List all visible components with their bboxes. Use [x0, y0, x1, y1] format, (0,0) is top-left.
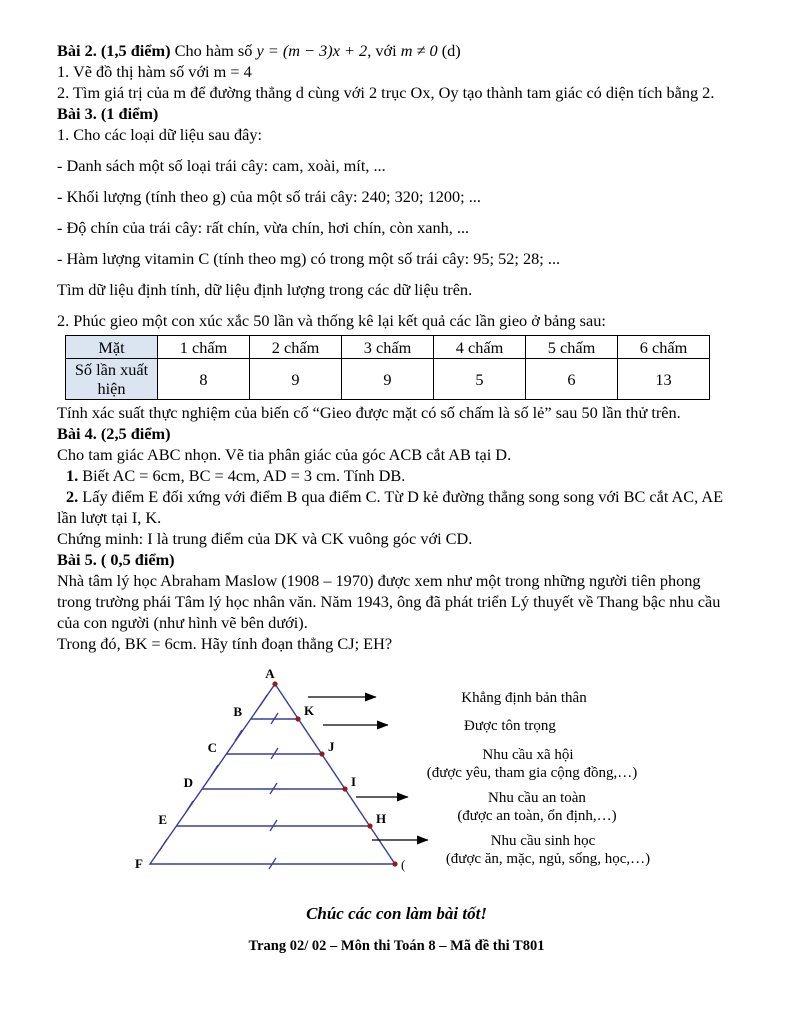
- bai4-heading-line: [57, 423, 736, 444]
- bai4-outro: Chứng minh: I là trung điểm của DK và CK vuông góc với CD.: [57, 529, 473, 548]
- bai4-item2-text: Lấy điểm E đối xứng với điểm B qua điểm C. Từ D kẻ đường thẳng song song với BC cắt AC, AE lần lượt tại I, K.: [57, 487, 724, 527]
- bai2-item-1: 1. Vẽ đồ thị hàm số với m = 4: [57, 62, 252, 81]
- table-value-cell: 6: [526, 359, 618, 400]
- point-label-e: E: [158, 812, 167, 827]
- table-value-cell: 9: [250, 359, 342, 400]
- bai2-d-label: (d): [441, 41, 461, 60]
- closing-message: Chúc các con làm bài tốt!: [306, 904, 487, 923]
- table-header-cell: 2 chấm: [250, 336, 342, 359]
- hatch-marks: [160, 695, 278, 869]
- table-value-cell: 8: [158, 359, 250, 400]
- bai3-part2-task: Tính xác suất thực nghiệm của biến cố “Gieo được mặt có số chấm là số lẻ” sau 50 lần thử trên.: [57, 403, 681, 422]
- bai2-heading: Bài 2. (1,5 điểm): [57, 41, 171, 60]
- bai4-item-2: [57, 486, 736, 528]
- bai2-item-2: 2. Tìm giá trị của m để đường thẳng d cùng với 2 trục Ox, Oy tạo thành tam giác có diện tích bằng 2.: [57, 83, 715, 102]
- table-header-cell: 5 chấm: [526, 336, 618, 359]
- bai4-item1-text: Biết AC = 6cm, BC = 4cm, AD = 3 cm. Tính DB.: [82, 466, 406, 485]
- level-3-title: Nhu cầu xã hội: [482, 747, 574, 763]
- bai4-item1-number: 1.: [66, 466, 79, 485]
- point-label-h: H: [376, 811, 387, 826]
- bai3-part2-intro: 2. Phúc gieo một con xúc xắc 50 lần và thống kê lại kết quả các lần gieo ở bảng sau:: [57, 311, 606, 330]
- table-header-cell: 3 chấm: [342, 336, 434, 359]
- point-label-c: C: [207, 740, 217, 755]
- level-3-subtitle: (được yêu, tham gia cộng đồng,…): [426, 765, 638, 781]
- bai5-heading-line: [57, 549, 736, 570]
- level-4-subtitle: (được an toàn, ổn định,…): [457, 808, 617, 824]
- maslow-figure: [120, 664, 736, 879]
- table-header-cell: 6 chấm: [618, 336, 710, 359]
- point-label-j: J: [328, 739, 335, 754]
- bai4-item-1: [57, 465, 736, 486]
- table-header-cell: 1 chấm: [158, 336, 250, 359]
- point-label-k: K: [304, 703, 315, 718]
- table-header-cell: Mặt: [66, 336, 158, 359]
- table-header-row: [66, 336, 710, 359]
- bai2-mid: , với: [367, 41, 397, 60]
- table-value-cell: 9: [342, 359, 434, 400]
- bai2-intro-line: [57, 40, 736, 61]
- table-value-cell: 5: [434, 359, 526, 400]
- bai5-question: Trong đó, BK = 6cm. Hãy tính đoạn thẳng CJ; EH?: [57, 634, 393, 653]
- point-label-paren: (: [401, 857, 406, 872]
- point-label-i: I: [351, 774, 357, 789]
- pyramid-outline-and-levels: [150, 684, 395, 864]
- pyramid-triangle: [150, 684, 395, 864]
- bai2-formula: y = (m − 3)x + 2: [256, 41, 368, 60]
- bai4-heading: Bài 4. (2,5 điểm): [57, 424, 171, 443]
- bai4-intro: Cho tam giác ABC nhọn. Vẽ tia phân giác của góc ACB cắt AB tại D.: [57, 445, 512, 464]
- bai3-data-item-3: - Độ chín của trái cây: rất chín, vừa chín, hơi chín, còn xanh, ...: [57, 218, 470, 237]
- level-arrows: [308, 697, 428, 840]
- bai5-paragraph: Nhà tâm lý học Abraham Maslow (1908 – 1970) được xem như một trong những người tiên phong trong trường phái Tâm lý học nhân văn. Năm 1943, ông đã phát triển Lý thuyết về Thang bậc nhu cầu của con người (như hình vẽ bên dưới).: [57, 571, 721, 632]
- level-4-title: Nhu cầu an toàn: [488, 790, 586, 806]
- bai3-part1-task: Tìm dữ liệu định tính, dữ liệu định lượng trong các dữ liệu trên.: [57, 280, 473, 299]
- point-label-d: D: [183, 775, 193, 790]
- bai5-heading: Bài 5. ( 0,5 điểm): [57, 550, 175, 569]
- table-value-cell: 13: [618, 359, 710, 400]
- point-label-a: A: [265, 666, 275, 681]
- bai4-item2-number: 2.: [66, 487, 79, 506]
- dice-frequency-table: [65, 335, 710, 400]
- level-5-subtitle: (được ăn, mặc, ngủ, sống, học,…): [445, 851, 651, 867]
- level-5-title: Nhu cầu sinh học: [490, 833, 596, 849]
- bai2-condition: m ≠ 0: [400, 41, 438, 60]
- bai3-data-item-2: - Khối lượng (tính theo g) của một số trái cây: 240; 320; 1200; ...: [57, 187, 481, 206]
- level-1-title: Khẳng định bản thân: [461, 690, 587, 706]
- table-row-label-cell: Số lần xuất hiện: [66, 359, 158, 400]
- bai3-data-item-4: - Hàm lượng vitamin C (tính theo mg) có trong một số trái cây: 95; 52; 28; ...: [57, 249, 561, 268]
- point-label-b: B: [233, 704, 242, 719]
- page-footer: Trang 02/ 02 – Môn thi Toán 8 – Mã đề thi T801: [248, 938, 545, 954]
- maslow-pyramid-svg: [120, 664, 680, 879]
- bai3-part1-intro: 1. Cho các loại dữ liệu sau đây:: [57, 125, 263, 144]
- bai2-lead: Cho hàm số: [174, 41, 253, 60]
- table-count-row: [66, 359, 710, 400]
- need-level-labels: [427, 690, 650, 867]
- bai3-heading: Bài 3. (1 điểm): [57, 104, 159, 123]
- bai3-heading-line: [57, 103, 736, 124]
- point-label-f: F: [135, 856, 143, 871]
- level-2-title: Được tôn trọng: [464, 718, 556, 734]
- bai3-data-item-1: - Danh sách một số loại trái cây: cam, xoài, mít, ...: [57, 156, 386, 175]
- table-header-cell: 4 chấm: [434, 336, 526, 359]
